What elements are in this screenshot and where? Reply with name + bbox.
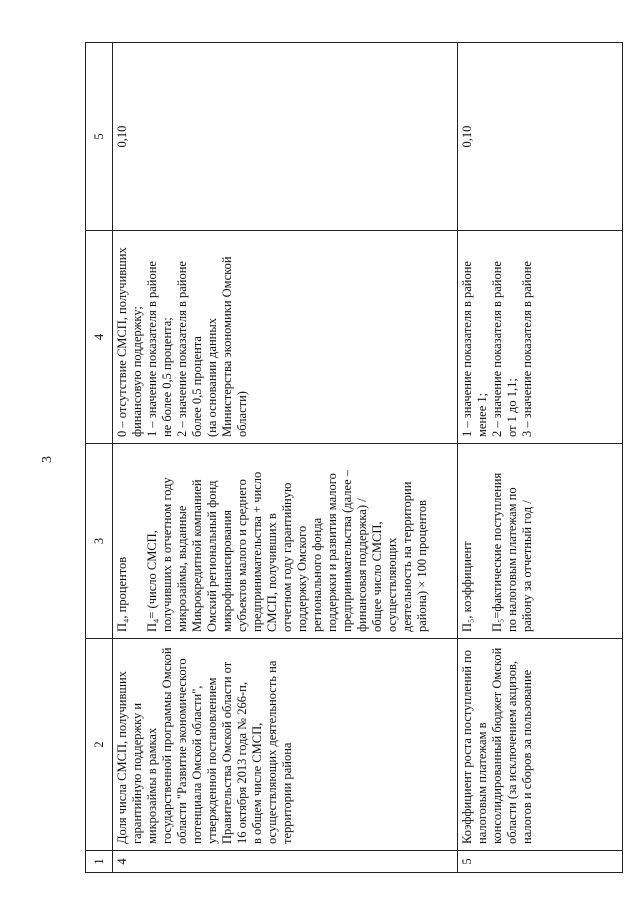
text-line: 1 – значение показателя в районе: [460, 261, 474, 437]
text-line: осуществляющих: [385, 537, 399, 632]
text-line: Омский региональный фонд: [205, 480, 219, 632]
header-cell-1: 1: [86, 851, 113, 873]
text-line: получивших в отчетном году: [160, 477, 174, 632]
text-line: от 1 до 1,1;: [505, 378, 519, 437]
text-line: СМСП, получивших в: [265, 513, 279, 632]
text-line: Коэффициент роста поступлений по: [460, 649, 474, 844]
row-number: 4: [113, 851, 458, 873]
text-line: (на основании данных: [205, 318, 219, 437]
text-line: 2 – значение показателя в районе: [175, 261, 189, 437]
text-line: Доля числа СМСП, получивших: [115, 671, 129, 844]
row-number: 5: [458, 851, 623, 873]
text-line: П₅=фактические поступления: [490, 472, 504, 632]
text-line: предпринимательства (далее –: [340, 470, 354, 632]
table-header-row: [86, 43, 113, 873]
text-line: Правительства Омской области от: [220, 661, 234, 844]
indicator-criteria: [113, 231, 458, 444]
text-line: микрофинансирования: [220, 509, 234, 632]
indicator-weight: 0,10: [458, 43, 623, 231]
indicator-criteria: [458, 231, 623, 444]
text-line: в общем числе СМСП,: [250, 722, 264, 844]
text-line: предпринимательства + число: [250, 471, 264, 632]
indicator-unit-formula: [113, 444, 458, 639]
text-line: налогов и сборов за пользование: [520, 669, 534, 844]
text-line: 0 – отсутствие СМСП, получивших: [115, 247, 129, 437]
header-cell-2: 2: [86, 639, 113, 851]
text-line: 16 октября 2013 года № 266-п,: [235, 682, 249, 844]
text-line: деятельность на территории: [400, 481, 414, 632]
text-line: Министерства экономики Омской: [220, 256, 234, 437]
text-line: потенциала Омской области",: [190, 685, 204, 844]
text-line: государственной программы Омской: [160, 647, 174, 844]
indicators-table: [85, 42, 623, 873]
text-line: П₄= (число СМСП,: [145, 530, 159, 632]
indicator-weight: 0,10: [113, 43, 458, 231]
text-line: гарантийную поддержку и: [130, 702, 144, 844]
indicator-formula: [490, 450, 535, 632]
header-cell-4: 4: [86, 231, 113, 444]
header-cell-5: 5: [86, 43, 113, 231]
text-line: района) × 100 процентов: [415, 500, 429, 632]
text-line: финансовую поддержку;: [130, 306, 144, 437]
text-line: территории района: [280, 742, 294, 844]
text-line: консолидированный бюджет Омской: [490, 647, 504, 844]
text-line: утвержденной постановлением: [205, 677, 219, 844]
text-line: поддержку Омского: [295, 525, 309, 632]
text-line: осуществляющих деятельность на: [265, 660, 279, 844]
text-line: регионального фонда: [310, 517, 324, 632]
text-line: по налоговым платежам по: [505, 487, 519, 632]
text-line: более 0,5 процента: [190, 336, 204, 437]
table-row: [113, 43, 458, 873]
page-number: 3: [40, 456, 55, 463]
text-line: налоговым платежам в: [475, 722, 489, 844]
text-line: району за отчетный год /: [520, 500, 534, 632]
indicator-unit: П₅, коэффициент: [460, 541, 474, 632]
text-line: поддержки и развития малого: [325, 473, 339, 632]
text-line: области (за исключением акцизов,: [505, 660, 519, 844]
indicator-formula: [145, 450, 430, 632]
text-line: области): [235, 391, 249, 437]
text-line: области "Развитие экономического: [175, 658, 189, 844]
indicator-name: [458, 639, 623, 851]
text-line: Микрокредитной компанией: [190, 479, 204, 632]
text-line: финансовая поддержка) /: [355, 498, 369, 632]
text-line: 3 – значение показателя в районе: [520, 261, 534, 437]
table-row: [458, 43, 623, 873]
text-line: микрозаймы, выданные: [175, 505, 189, 632]
text-line: 1 – значение показателя в районе: [145, 261, 159, 437]
text-line: не более 0,5 процента;: [160, 317, 174, 437]
text-line: микрозаймы в рамках: [145, 727, 159, 844]
text-line: общее число СМСП,: [370, 521, 384, 632]
header-cell-3: 3: [86, 444, 113, 639]
indicator-unit-formula: [458, 444, 623, 639]
text-line: 2 – значение показателя в районе: [490, 261, 504, 437]
text-line: субъектов малого и среднего: [235, 479, 249, 632]
text-line: менее 1;: [475, 392, 489, 437]
indicator-unit: П₄, процентов: [115, 556, 129, 632]
text-line: отчетном году гарантийную: [280, 482, 294, 632]
indicator-name: [113, 639, 458, 851]
rotated-table-wrapper: [85, 43, 615, 873]
